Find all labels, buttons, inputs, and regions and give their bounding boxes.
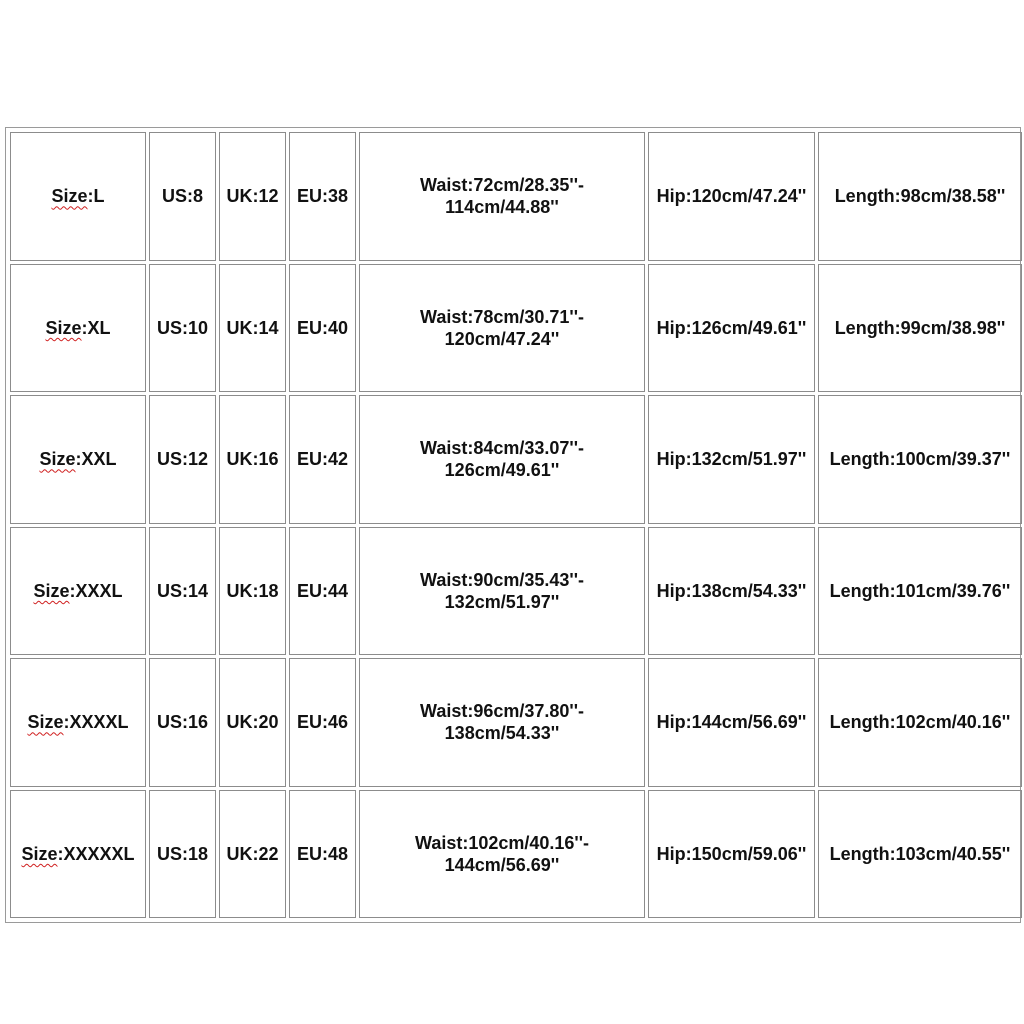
waist-line-1: Waist:72cm/28.35''- <box>420 175 584 196</box>
size-chart-table <box>5 127 1021 923</box>
size-value: :XXXXXL <box>57 843 135 864</box>
size-value: :L <box>87 186 105 207</box>
waist-line-2: 126cm/49.61'' <box>444 460 560 481</box>
size-value: :XL <box>81 317 111 338</box>
size-label: Size <box>51 186 88 207</box>
waist-cell <box>359 395 645 524</box>
eu-size-cell: EU:40 <box>289 264 356 393</box>
table-row <box>10 264 1022 393</box>
size-label: Size <box>45 317 82 338</box>
length-cell: Length:99cm/38.98'' <box>818 264 1022 393</box>
waist-line-1: Waist:78cm/30.71''- <box>420 306 584 327</box>
size-label: Size <box>21 843 58 864</box>
waist-line-1: Waist:84cm/33.07''- <box>420 438 584 459</box>
waist-line-2: 144cm/56.69'' <box>444 854 560 875</box>
waist-line-2: 132cm/51.97'' <box>444 591 560 612</box>
table-row <box>10 395 1022 524</box>
hip-cell: Hip:120cm/47.24'' <box>648 132 815 261</box>
table-row <box>10 132 1022 261</box>
length-cell: Length:100cm/39.37'' <box>818 395 1022 524</box>
eu-size-cell: EU:48 <box>289 790 356 919</box>
hip-cell: Hip:150cm/59.06'' <box>648 790 815 919</box>
uk-size-cell: UK:18 <box>219 527 286 656</box>
size-cell <box>10 527 146 656</box>
size-cell <box>10 132 146 261</box>
waist-cell <box>359 790 645 919</box>
waist-line-2: 138cm/54.33'' <box>444 723 560 744</box>
us-size-cell: US:12 <box>149 395 216 524</box>
uk-size-cell: UK:16 <box>219 395 286 524</box>
waist-line-1: Waist:96cm/37.80''- <box>420 701 584 722</box>
size-cell <box>10 790 146 919</box>
uk-size-cell: UK:20 <box>219 658 286 787</box>
size-label: Size <box>39 449 76 470</box>
waist-line-1: Waist:90cm/35.43''- <box>420 569 584 590</box>
waist-cell <box>359 527 645 656</box>
uk-size-cell: UK:22 <box>219 790 286 919</box>
us-size-cell: US:14 <box>149 527 216 656</box>
uk-size-cell: UK:14 <box>219 264 286 393</box>
eu-size-cell: EU:38 <box>289 132 356 261</box>
us-size-cell: US:8 <box>149 132 216 261</box>
size-label: Size <box>27 712 64 733</box>
us-size-cell: US:10 <box>149 264 216 393</box>
length-cell: Length:103cm/40.55'' <box>818 790 1022 919</box>
length-cell: Length:101cm/39.76'' <box>818 527 1022 656</box>
size-value: :XXXL <box>69 580 123 601</box>
waist-cell <box>359 264 645 393</box>
waist-cell <box>359 132 645 261</box>
waist-line-1: Waist:102cm/40.16''- <box>415 832 589 853</box>
size-cell <box>10 264 146 393</box>
length-cell: Length:102cm/40.16'' <box>818 658 1022 787</box>
eu-size-cell: EU:46 <box>289 658 356 787</box>
table-row <box>10 790 1022 919</box>
waist-line-2: 120cm/47.24'' <box>444 328 560 349</box>
us-size-cell: US:16 <box>149 658 216 787</box>
waist-cell <box>359 658 645 787</box>
size-value: :XXL <box>75 449 117 470</box>
size-cell <box>10 395 146 524</box>
length-cell: Length:98cm/38.58'' <box>818 132 1022 261</box>
hip-cell: Hip:144cm/56.69'' <box>648 658 815 787</box>
eu-size-cell: EU:42 <box>289 395 356 524</box>
hip-cell: Hip:138cm/54.33'' <box>648 527 815 656</box>
us-size-cell: US:18 <box>149 790 216 919</box>
uk-size-cell: UK:12 <box>219 132 286 261</box>
table-row <box>10 658 1022 787</box>
size-label: Size <box>33 580 70 601</box>
eu-size-cell: EU:44 <box>289 527 356 656</box>
hip-cell: Hip:132cm/51.97'' <box>648 395 815 524</box>
size-value: :XXXXL <box>63 712 129 733</box>
hip-cell: Hip:126cm/49.61'' <box>648 264 815 393</box>
table-row <box>10 527 1022 656</box>
size-cell <box>10 658 146 787</box>
waist-line-2: 114cm/44.88'' <box>445 197 559 218</box>
size-chart-grid <box>7 129 1024 921</box>
